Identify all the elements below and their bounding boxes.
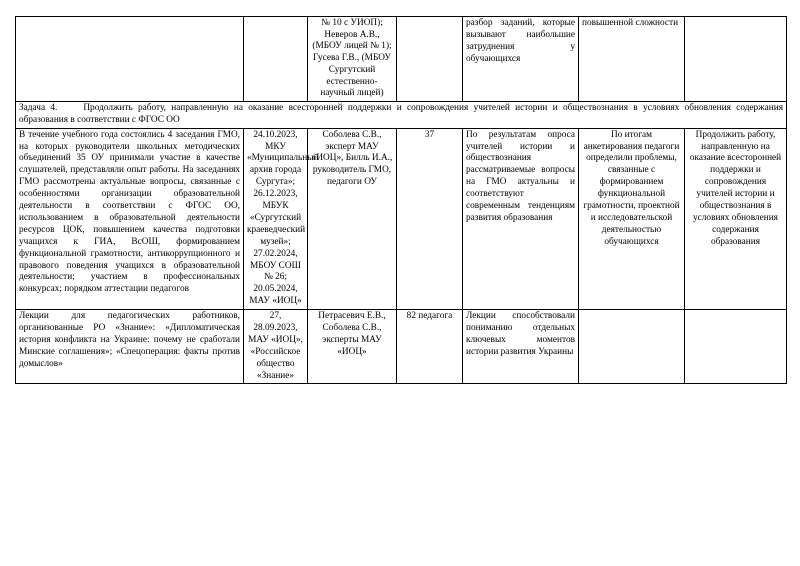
cell-activity: Лекции для педагогических работников, организованные РО «Знание»: «Дипломатическая история конфликта на Украине: почему не сработали Минские соглашения»; «Спецоперация: факты против домыслов» [16, 310, 244, 384]
task-header-cell [16, 101, 787, 128]
cell-count [397, 17, 463, 102]
cell-proposal [685, 17, 787, 102]
cell-date-place: 24.10.2023, МКУ «Муниципальный архив города Сургута»; 26.12.2023, МБУК «Сургутский краеведческий музей»; 27.02.2024, МБОУ СОШ № 26; 20.05.2024, МАУ «ИОЦ» [244, 128, 308, 309]
cell-result: разбор заданий, которые вызывают наибольшие затруднения у обучающихся [463, 17, 579, 102]
cell-date-place [244, 17, 308, 102]
cell-count: 82 педагога [397, 310, 463, 384]
report-table [15, 16, 787, 384]
cell-proposal [685, 310, 787, 384]
cell-responsible: Петрасевич Е.В., Соболева С.В., эксперты МАУ «ИОЦ» [308, 310, 397, 384]
cell-result: По результатам опроса учителей истории и обществознания рассматриваемые вопросы на ГМО актуальны и соответствуют современным тенденциям развития образования [463, 128, 579, 309]
task-header-text: Продолжить работу, направленную на оказание всесторонней поддержки и сопровождения учителей истории и обществознания в условиях обновления содержания образования в соответствии с ФГОС ОО [19, 102, 783, 125]
cell-conclusion: По итогам анкетирования педагоги определили проблемы, связанные с формированием функциональной грамотности, проектной и исследовательской деятельностью обучающихся [579, 128, 685, 309]
table-row-task-header [16, 101, 787, 128]
cell-date-place: 27, 28.09.2023, МАУ «ИОЦ», «Российское общество «Знание» [244, 310, 308, 384]
cell-count: 37 [397, 128, 463, 309]
cell-responsible: Соболева С.В., эксперт МАУ «ИОЦ», Билль И.А., руководитель ГМО, педагоги ОУ [308, 128, 397, 309]
cell-result: Лекции способствовали пониманию отдельных ключевых моментов истории развития Украины [463, 310, 579, 384]
cell-activity: В течение учебного года состоялись 4 заседания ГМО, на которых руководители школьных методических объединений 35 ОУ принимали участие в качестве слушателей, представляли опыт работы. На заседаниях ГМО рассмотрены актуальные вопросы, связанные с особенностями организации образовательной деятельности в соответствии с ФГОС ОО, использованием в образовательной деятельности ресурсов ЦОК, повышением качества подготовки учащихся к ГИА, ВсОШ, формированием функциональной грамотности, антикоррупционного и правового поведения учащихся в образовательной деятельности; участием в профессиональных конкурсах; порядком аттестации педагогов [16, 128, 244, 309]
cell-activity [16, 17, 244, 102]
cell-proposal: Продолжить работу, направленную на оказание всесторонней поддержки и сопровождения учителей истории и обществознания в условиях обновления содержания образования [685, 128, 787, 309]
table-row [16, 128, 787, 309]
table-row [16, 17, 787, 102]
cell-conclusion [579, 310, 685, 384]
cell-responsible: № 10 с УИОП); Неверов А.В., (МБОУ лицей № 1); Гусева Г.В., (МБОУ Сургутский естественно-научный лицей) [308, 17, 397, 102]
task-header-label: Задача 4. [19, 102, 58, 113]
table-row [16, 310, 787, 384]
cell-conclusion: повышенной сложности [579, 17, 685, 102]
